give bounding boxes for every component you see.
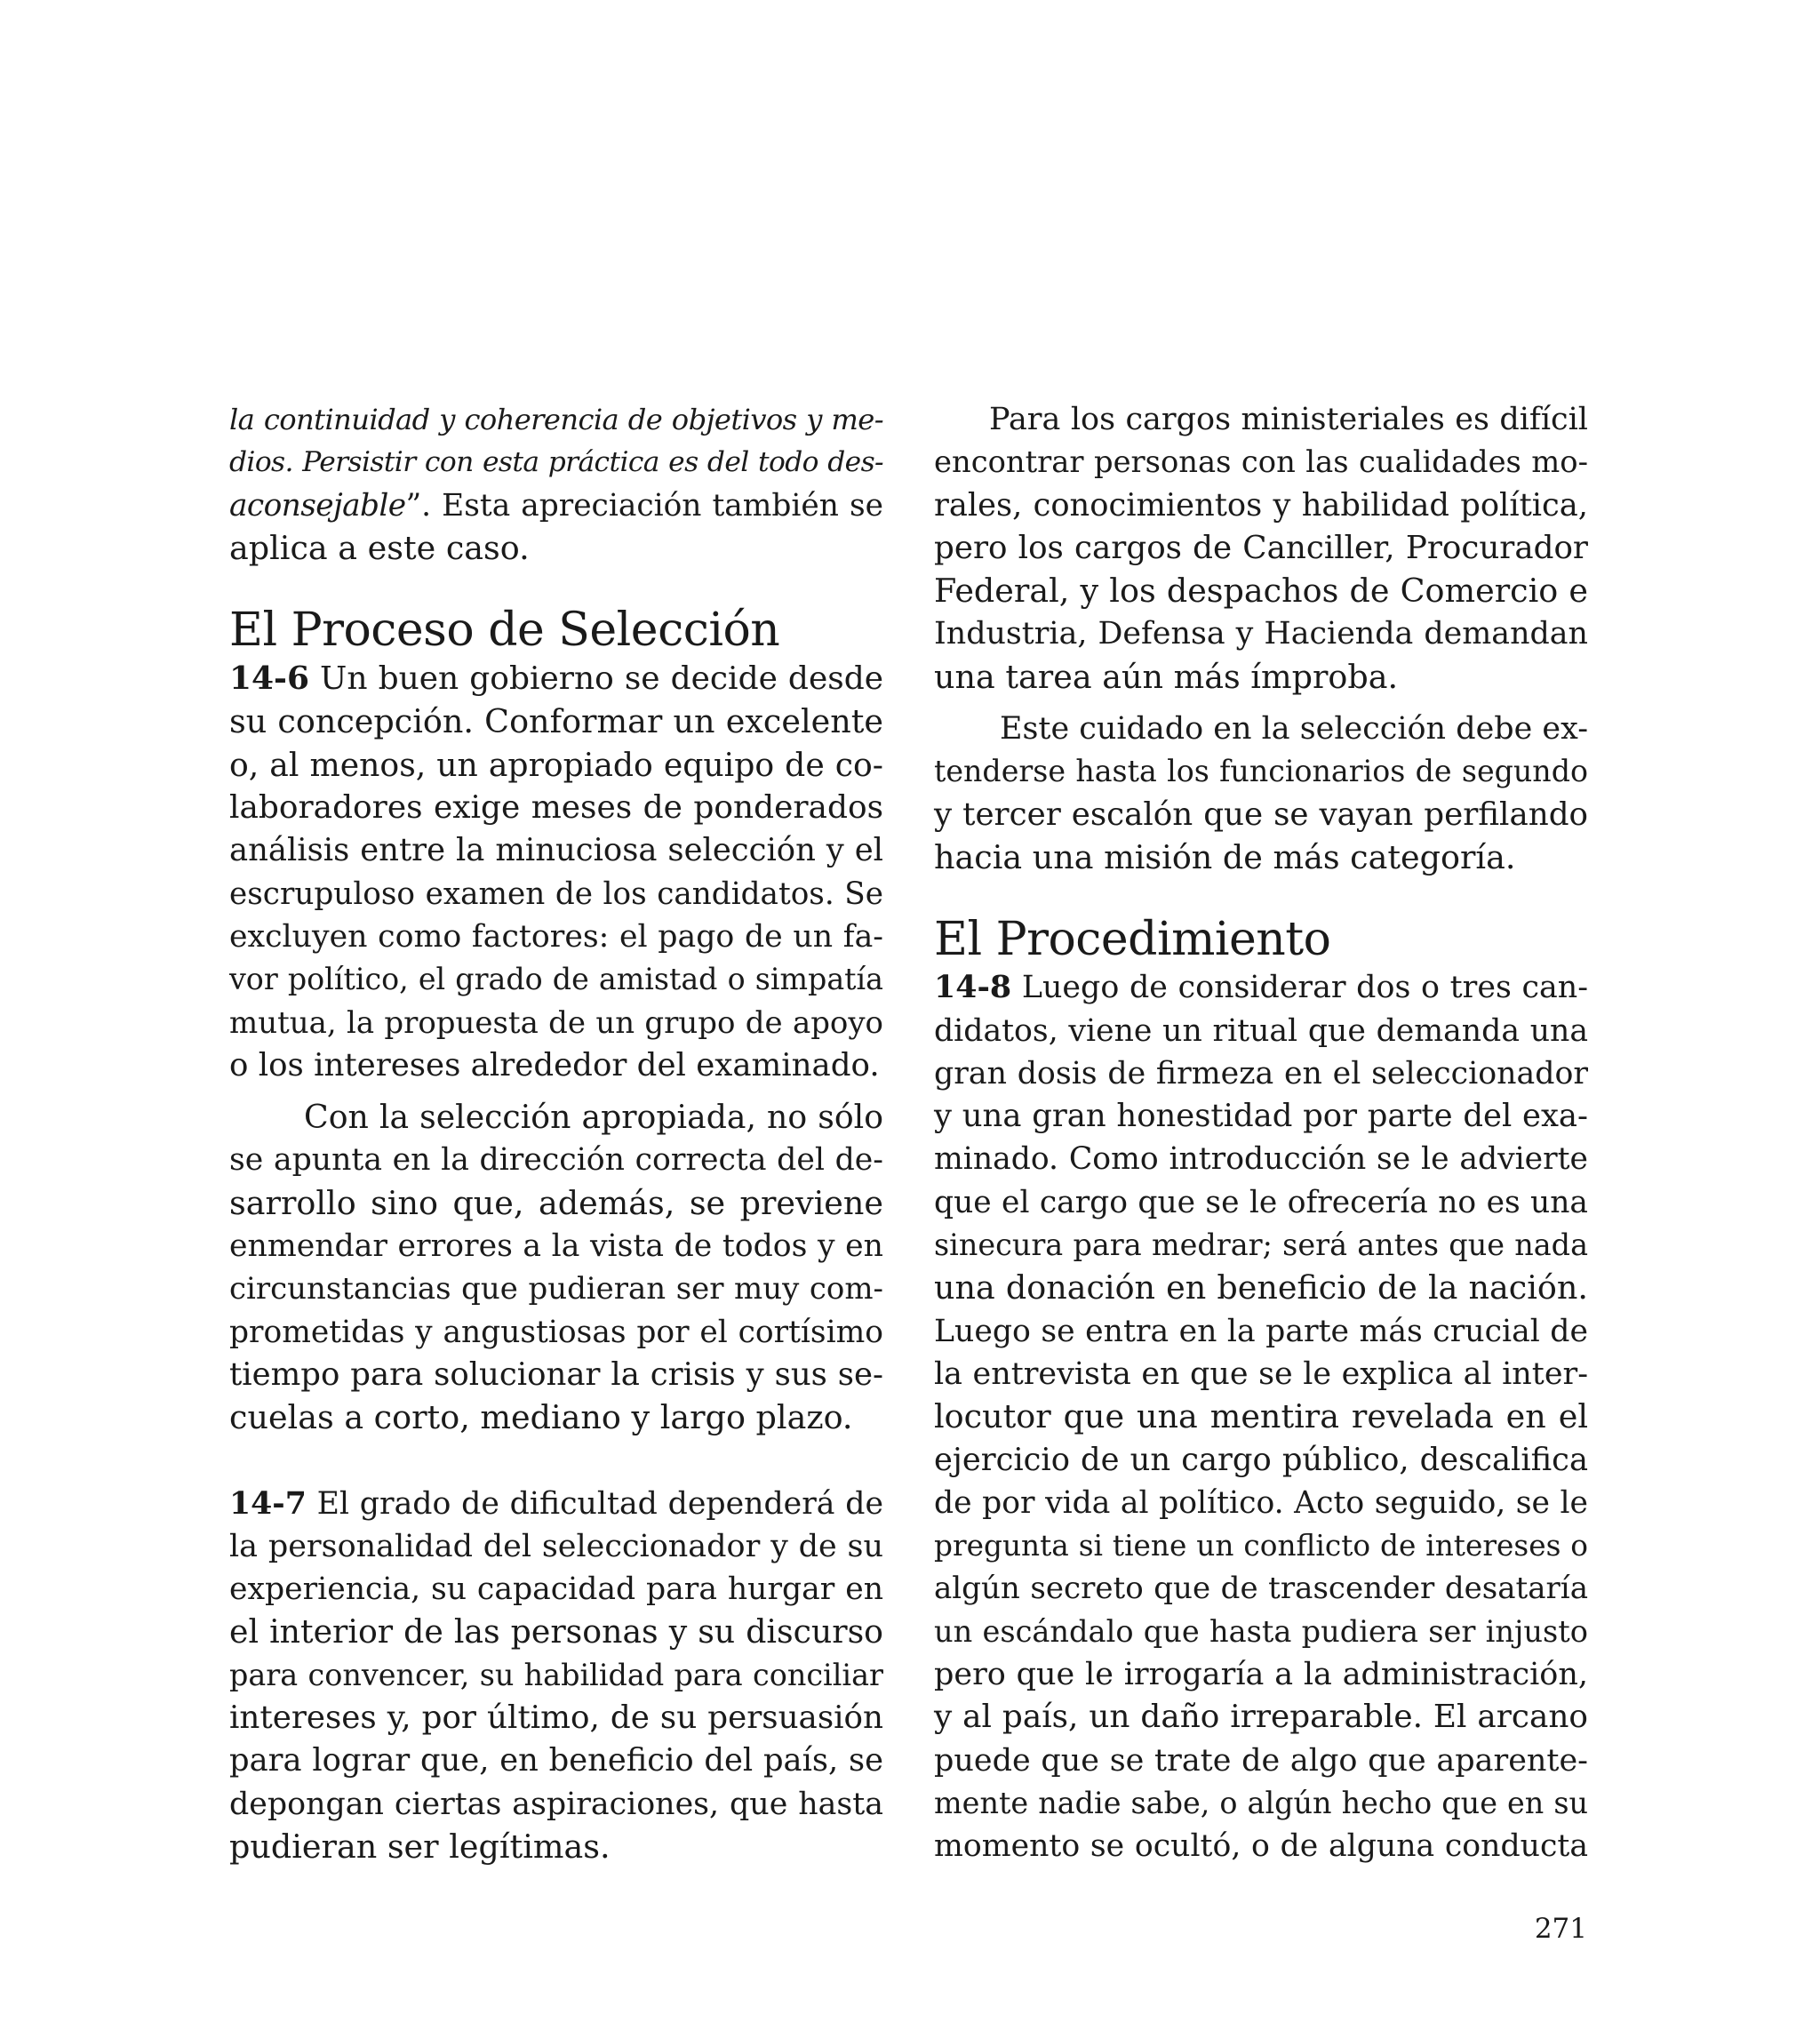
text-line: cuelas a corto, mediano y largo plazo.	[229, 1398, 853, 1437]
left-column	[229, 398, 883, 1868]
text-fragment: El grado de dificultad dependerá de	[306, 1485, 883, 1522]
section-heading: El Proceso de Selección	[229, 604, 780, 658]
text-line: la continuidad y coherencia de objetivos y me-	[229, 403, 883, 436]
text-line: rales, conocimientos y habilidad política,	[934, 486, 1588, 524]
text-line: algún secreto que de trascender desataría	[934, 1571, 1588, 1607]
text-line: momento se ocultó, o de alguna conducta	[934, 1828, 1588, 1865]
text-line: escrupuloso examen de los candidatos. Se	[229, 876, 883, 912]
italic-fragment: aconsejable	[229, 487, 406, 524]
text-line: gran dosis de firmeza en el seleccionador	[934, 1055, 1588, 1091]
text-line: Industria, Defensa y Hacienda demandan	[934, 616, 1588, 652]
text-line: sarrollo sino que, además, se previene	[229, 1183, 883, 1222]
text-line: para lograr que, en beneficio del país, se	[229, 1742, 883, 1779]
text-line: ejercicio de un cargo público, descalifica	[934, 1441, 1588, 1478]
text-line: laboradores exige meses de ponderados	[229, 789, 883, 827]
text-line: pudieran ser legítimas.	[229, 1827, 611, 1866]
text-line: y tercer escalón que se vayan perfilando	[934, 796, 1588, 833]
text-line: o, al menos, un apropiado equipo de co-	[229, 745, 883, 784]
text-line: Luego se entra en la parte más crucial de	[934, 1313, 1588, 1349]
text-line: una tarea aún más ímproba.	[934, 657, 1399, 696]
text-line	[229, 657, 883, 700]
text-line: Este cuidado en la selección debe ex-	[1000, 711, 1588, 748]
text-line: la entrevista en que se le explica al inter-	[934, 1355, 1588, 1392]
text-line: depongan ciertas aspiraciones, que hasta	[229, 1786, 883, 1822]
text-line: aplica a este caso.	[229, 528, 530, 567]
paragraph-seleccion-apropiada	[229, 1096, 883, 1439]
text-line: análisis entre la minuciosa selección y el	[229, 832, 883, 869]
text-fragment: Luego de considerar dos o tres can-	[1011, 970, 1588, 1006]
text-line	[229, 484, 883, 527]
text-line: puede que se trate de algo que aparente-	[934, 1742, 1588, 1779]
intro-paragraph	[229, 398, 883, 570]
text-line: mente nadie sabe, o algún hecho que en su	[934, 1785, 1588, 1820]
text-line: para convencer, su habilidad para conciliar	[229, 1657, 883, 1692]
text-line: experiencia, su capacidad para hurgar en	[229, 1571, 883, 1608]
paragraph-number: 14-8	[934, 969, 1012, 1006]
text-line	[934, 966, 1588, 1009]
text-line: excluyen como factores: el pago de un fa-	[229, 918, 883, 955]
text-line: enmendar errores a la vista de todos y en	[229, 1228, 883, 1265]
text-line: se apunta en la dirección correcta del de-	[229, 1142, 883, 1179]
text-line: intereses y, por último, de su persuasión	[229, 1699, 883, 1737]
paragraph-14-6	[229, 657, 883, 1087]
paragraph-cargos-ministeriales	[934, 398, 1588, 699]
text-line: dios. Persistir con esta práctica es del todo des-	[229, 446, 883, 479]
text-line: y al país, un daño irreparable. El arcano	[934, 1699, 1588, 1736]
paragraph-14-8	[934, 966, 1588, 1867]
text-line: un escándalo que hasta pudiera ser injusto	[934, 1613, 1588, 1649]
text-line: pregunta si tiene un conflicto de intereses o	[934, 1529, 1588, 1563]
paragraph-number: 14-7	[229, 1484, 307, 1522]
text-line: mutua, la propuesta de un grupo de apoyo	[229, 1004, 883, 1041]
text-line: la personalidad del seleccionador y de su	[229, 1528, 883, 1564]
text-line: tenderse hasta los funcionarios de segundo	[934, 754, 1588, 789]
right-column	[934, 398, 1588, 1868]
text-line: hacia una misión de más categoría.	[934, 837, 1516, 876]
paragraph-cuidado-seleccion	[934, 708, 1588, 879]
text-line: o los intereses alrededor del examinado.	[229, 1046, 880, 1083]
text-line: vor político, el grado de amistad o simpatía	[229, 962, 883, 997]
paragraph-14-7	[229, 1483, 883, 1869]
text-line: pero que le irrogaría a la administración,	[934, 1657, 1588, 1693]
text-line: su concepción. Conformar un excelente	[229, 702, 883, 741]
text-line: de por vida al político. Acto seguido, se le	[934, 1484, 1588, 1521]
text-fragment: Un buen gobierno se decide desde	[309, 660, 883, 698]
page-number: 271	[1534, 1913, 1587, 1945]
text-line: que el cargo que se le ofrecería no es una	[934, 1184, 1588, 1220]
text-line: circunstancias que pudieran ser muy com-	[229, 1271, 883, 1307]
text-line: el interior de las personas y su discurso	[229, 1612, 883, 1651]
text-line: minado. Como introducción se le advierte	[934, 1141, 1588, 1178]
text-line: didatos, viene un ritual que demanda una	[934, 1012, 1588, 1049]
section-heading: El Procedimiento	[934, 913, 1331, 967]
text-line: sinecura para medrar; será antes que nada	[934, 1227, 1588, 1263]
text-line: pero los cargos de Canciller, Procurador	[934, 529, 1588, 566]
text-line	[229, 1483, 883, 1525]
text-line: Para los cargos ministeriales es difícil	[989, 402, 1588, 437]
text-line: prometidas y angustiosas por el cortísimo	[229, 1314, 883, 1350]
text-line: locutor que una mentira revelada en el	[934, 1397, 1588, 1436]
paragraph-number: 14-6	[229, 660, 310, 698]
text-line: Federal, y los despachos de Comercio e	[934, 572, 1588, 611]
text-line: y una gran honestidad por parte del exa-	[934, 1098, 1588, 1135]
text-fragment: ”. Esta apreciación también se	[405, 487, 883, 524]
text-line: Con la selección apropiada, no sólo	[304, 1098, 883, 1137]
text-line: tiempo para solucionar la crisis y sus se-	[229, 1355, 883, 1393]
text-line: encontrar personas con las cualidades mo-	[934, 444, 1588, 480]
text-line: una donación en beneficio de la nación.	[934, 1268, 1588, 1307]
